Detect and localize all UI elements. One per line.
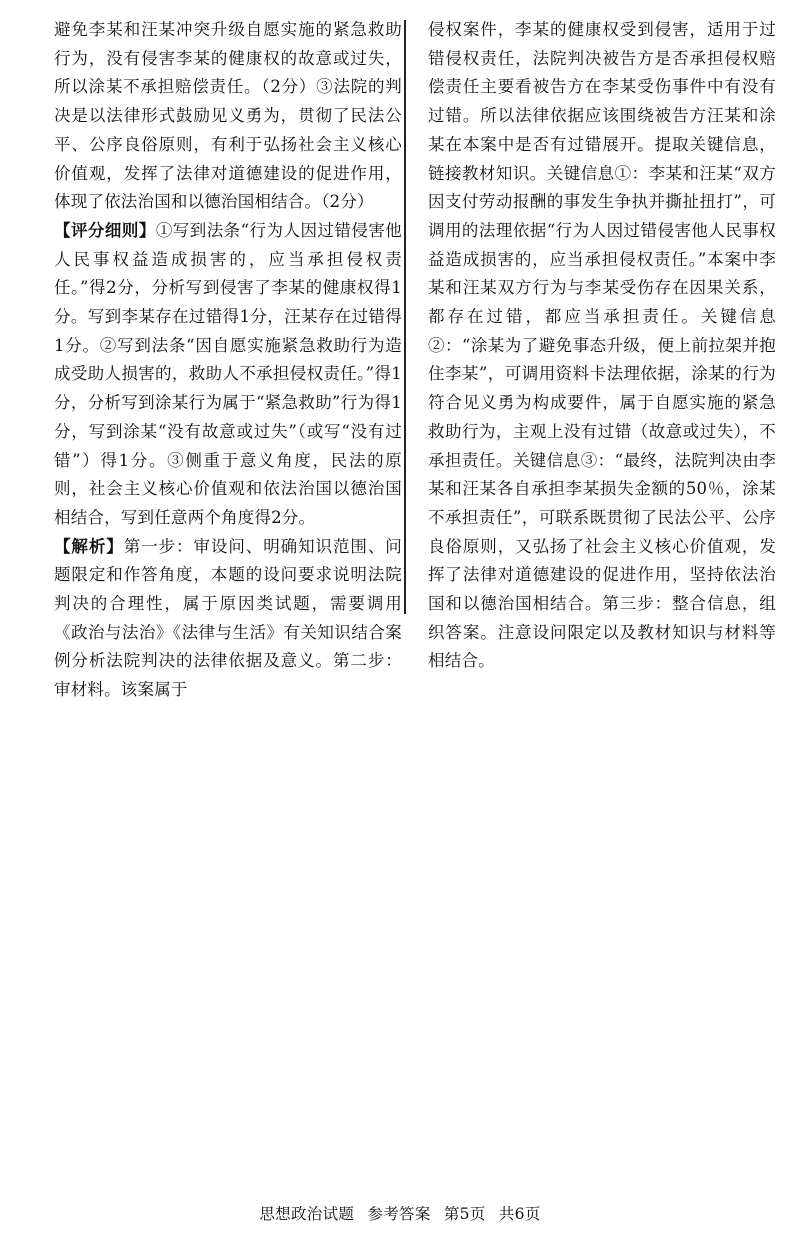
left-column [54,16,402,705]
answer-continuation: 避免李某和汪某冲突升级自愿实施的紧急救助行为，没有侵害李某的健康权的故意或过失，所以涂某不承担赔偿责任。（2分）③法院的判决是以法律形式鼓励见义勇为，贯彻了民法公平、公序良俗原则，有利于弘扬社会主义核心价值观，发挥了法律对道德建设的促进作用，体现了依法治国和以德治国相结合。（2分） [54,20,402,212]
footer-subject: 思想政治试题 [259,1205,355,1223]
analysis-continuation: 侵权案件，李某的健康权受到侵害，适用于过错侵权责任，法院判决被告方是否承担侵权赔偿责任主要看被告方在李某受伤事件中有没有过错。所以法律依据应该围绕被告方汪某和涂某在本案中是否有过错展开。提取关键信息，链接教材知识。关键信息①：李某和汪某“双方因支付劳动报酬的事发生争执并撕扯扭打”，可调用的法理依据“行为人因过错侵害他人民事权益造成损害的，应当承担侵权责任。”本案中李某和汪某双方行为与李某受伤存在因果关系，都存在过错，都应当承担责任。关键信息②：“涂某为了避免事态升级，便上前拉架并抱住李某”，可调用资料卡法理依据，涂某的行为符合见义勇为构成要件，属于自愿实施的紧急救助行为，主观上没有过错（故意或过失），不承担责任。关键信息③：“最终，法院判决由李某和汪某各自承担李某损失金额的50％，涂某不承担责任”，可联系既贯彻了民法公平、公序良俗原则，又弘扬了社会主义核心价值观，发挥了法律对道德建设的促进作用，坚持依法治国和以德治国相结合。第三步：整合信息，组织答案。注意设问限定以及教材知识与材料等相结合。 [428,20,776,671]
right-column [428,16,776,676]
grading-rules [54,217,402,533]
footer-page-number: 第5页 [443,1205,486,1223]
analysis-text: 第一步：审设问、明确知识范围、问题限定和作答角度，本题的设问要求说明法院判决的合理性，属于原因类试题，需要调用《政治与法治》《法律与生活》有关知识结合案例分析法院判决的法律依据及意义。第二步：审材料。该案属于 [54,536,402,700]
grading-rules-tag: 【评分细则】 [54,220,156,240]
analysis-tag: 【解析】 [54,536,124,556]
column-divider [404,20,406,614]
footer-doc-type: 参考答案 [367,1205,431,1223]
page-footer [0,1202,800,1224]
grading-rules-text: ①写到法条“行为人因过错侵害他人民事权益造成损害的，应当承担侵权责任。”得2分，分析写到侵害了李某的健康权得1分。写到李某存在过错得1分，汪某存在过错得1分。②写到法条“因自愿实施紧急救助行为造成受助人损害的，救助人不承担侵权责任。”得1分，分析写到涂某行为属于“紧急救助”行为得1分，写到涂某“没有故意或过失”（或写“没有过错”）得1分。③侧重于意义角度，民法的原则，社会主义核心价值观和依法治国以德治国相结合，写到任意两个角度得2分。 [54,220,402,527]
footer-total-pages: 共6页 [498,1205,541,1223]
analysis [54,533,402,705]
